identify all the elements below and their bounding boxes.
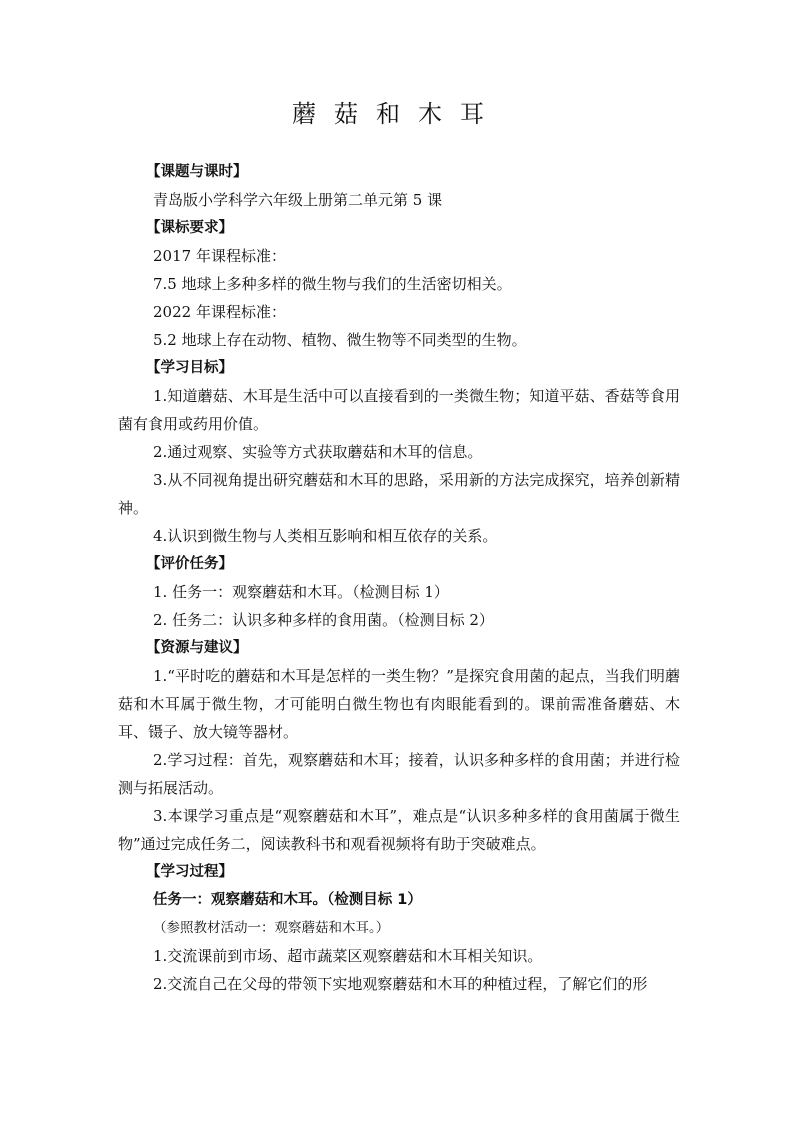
paragraph: 2.交流自己在父母的带领下实地观察蘑菇和木耳的种植过程，了解它们的形 <box>153 975 648 993</box>
paragraph: 1. 任务一：观察蘑菇和木耳。（检测目标 1） <box>153 583 449 601</box>
paragraph: 1.“平时吃的蘑菇和木耳是怎样的一类生物？”是探究食用菌的起点，当我们明蘑菇和木耳属于微生物，才可能明白微生物也有肉眼能看到的。课前需准备蘑菇、木耳、镊子、放大镜等器材。 <box>118 667 680 741</box>
section-heading: 【资源与建议】 <box>146 640 248 656</box>
paragraph: 7.5 地球上多种多样的微生物与我们的生活密切相关。 <box>153 275 512 293</box>
paragraph: 青岛版小学科学六年级上册第二单元第 5 课 <box>153 191 443 209</box>
section-heading: 【课题与课时】 <box>146 164 248 180</box>
paragraph: 2.学习过程：首先，观察蘑菇和木耳；接着，认识多种多样的食用菌；并进行检测与拓展活动。 <box>118 751 680 797</box>
section-heading: 【评价任务】 <box>146 556 233 572</box>
paragraph: 2. 任务二：认识多种多样的食用菌。（检测目标 2） <box>153 611 494 629</box>
section-heading: 【学习目标】 <box>146 360 233 376</box>
paragraph: （参照教材活动一：观察蘑菇和木耳。） <box>153 920 390 936</box>
paragraph: 2017 年课程标准： <box>153 247 286 265</box>
paragraph: 1.交流课前到市场、超市蔬菜区观察蘑菇和木耳相关知识。 <box>153 947 543 965</box>
paragraph: 2022 年课程标准： <box>153 303 286 321</box>
paragraph: 1.知道蘑菇、木耳是生活中可以直接看到的一类微生物；知道平菇、香菇等食用菌有食用或药用价值。 <box>118 387 680 433</box>
section-heading: 【课标要求】 <box>146 220 233 236</box>
section-heading: 【学习过程】 <box>146 864 233 880</box>
paragraph: 4.认识到微生物与人类相互影响和相互依存的关系。 <box>153 527 498 545</box>
document-title: 蘑菇和木耳 <box>292 100 502 128</box>
document-body <box>118 158 680 998</box>
paragraph: 2.通过观察、实验等方式获取蘑菇和木耳的信息。 <box>153 443 483 461</box>
paragraph: 3.从不同视角提出研究蘑菇和木耳的思路，采用新的方法完成探究，培养创新精神。 <box>118 471 680 517</box>
paragraph: 3.本课学习重点是“观察蘑菇和木耳”，难点是“认识多种多样的食用菌属于微生物”通过完成任务二，阅读教科书和观看视频将有助于突破难点。 <box>118 807 680 853</box>
section-heading: 任务一：观察蘑菇和木耳。（检测目标 1） <box>153 892 422 908</box>
paragraph: 5.2 地球上存在动物、植物、微生物等不同类型的生物。 <box>153 331 527 349</box>
